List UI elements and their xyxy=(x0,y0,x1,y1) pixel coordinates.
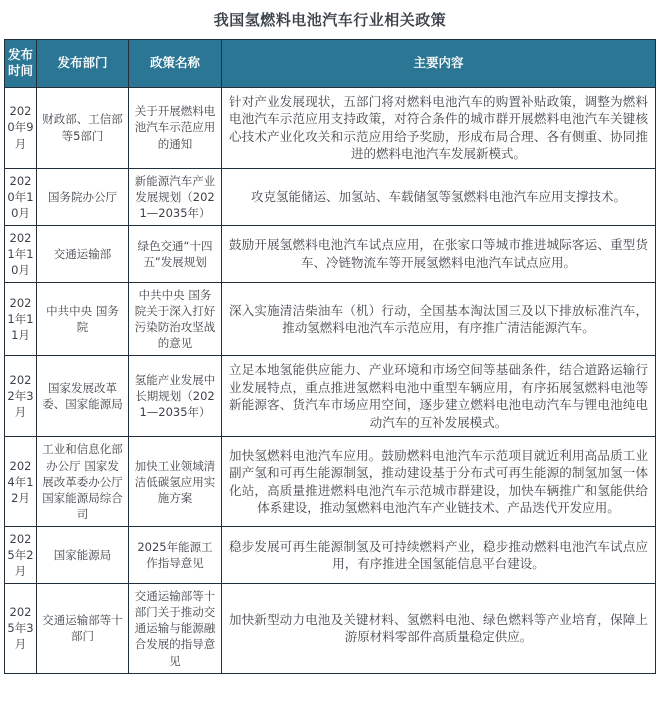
publish-time-cell: 2024年12月 xyxy=(5,437,37,526)
main-content-cell: 加快氢燃料电池汽车应用。鼓励燃料电池汽车示范项目就近利用高品质工业副产氢和可再生能源制氢，推动建设基于分布式可再生能源的制氢加氢一体化站，高质量推进燃料电池汽车示范城市群建设，加快车辆推广和氢能供给体系建设，推动氢燃料电池汽车产业链技术、产品迭代开发应用。 xyxy=(222,437,656,526)
policy-name-cell: 绿色交通“十四五”发展规划 xyxy=(129,225,222,282)
table-row xyxy=(5,87,656,168)
publish-dept-cell: 国家发展改革委、国家能源局 xyxy=(37,356,129,437)
policy-name-cell: 2025年能源工作指导意见 xyxy=(129,526,222,583)
table-row xyxy=(5,225,656,282)
main-content-cell: 针对产业发展现状，五部门将对燃料电池汽车的购置补贴政策，调整为燃料电池汽车示范应用支持政策，对符合条件的城市群开展燃料电池汽车关键核心技术产业化攻关和示范应用给予奖励，形成布局合理、各有侧重、协同推进的燃料电池汽车发展新模式。 xyxy=(222,87,656,168)
policy-name-cell: 加快工业领域清洁低碳氢应用实施方案 xyxy=(129,437,222,526)
table-row xyxy=(5,168,656,225)
publish-dept-cell: 中共中央 国务院 xyxy=(37,283,129,356)
main-content-cell: 加快新型动力电池及关键材料、氢燃料电池、绿色燃料等产业培育，保障上游原材料零部件高质量稳定供应。 xyxy=(222,584,656,673)
main-content-cell: 鼓励开展氢燃料电池汽车试点应用，在张家口等城市推进城际客运、重型货车、冷链物流车等开展氢燃料电池汽车试点应用。 xyxy=(222,225,656,282)
policy-name-cell: 氢能产业发展中长期规划（2021—2035年） xyxy=(129,356,222,437)
publish-dept-cell: 财政部、工信部等5部门 xyxy=(37,87,129,168)
publish-dept-cell: 交通运输部等十部门 xyxy=(37,584,129,673)
publish-time-cell: 2021年10月 xyxy=(5,225,37,282)
header-cell-publish-time: 发布时间 xyxy=(5,40,37,88)
main-content-cell: 深入实施清洁柴油车（机）行动，全国基本淘汰国三及以下排放标准汽车，推动氢燃料电池汽车示范应用，有序推广清洁能源汽车。 xyxy=(222,283,656,356)
page-title: 我国氢燃料电池汽车行业相关政策 xyxy=(213,11,447,29)
policy-table xyxy=(4,39,656,674)
policy-table-body xyxy=(5,87,656,673)
publish-time-cell: 2021年11月 xyxy=(5,283,37,356)
policy-name-cell: 交通运输部等十部门关于推动交通运输与能源融合发展的指导意见 xyxy=(129,584,222,673)
table-header-row xyxy=(5,40,656,88)
table-row xyxy=(5,526,656,583)
header-cell-main-content: 主要内容 xyxy=(222,40,656,88)
table-row xyxy=(5,283,656,356)
publish-dept-cell: 国务院办公厅 xyxy=(37,168,129,225)
publish-time-cell: 2020年9月 xyxy=(5,87,37,168)
publish-time-cell: 2025年3月 xyxy=(5,584,37,673)
policy-name-cell: 中共中央 国务院关于深入打好污染防治攻坚战的意见 xyxy=(129,283,222,356)
publish-dept-cell: 交通运输部 xyxy=(37,225,129,282)
publish-time-cell: 2022年3月 xyxy=(5,356,37,437)
header-cell-policy-name: 政策名称 xyxy=(129,40,222,88)
table-row xyxy=(5,356,656,437)
table-row xyxy=(5,437,656,526)
policy-name-cell: 关于开展燃料电池汽车示范应用的通知 xyxy=(129,87,222,168)
policy-name-cell: 新能源汽车产业发展规划（2021—2035年） xyxy=(129,168,222,225)
publish-dept-cell: 国家能源局 xyxy=(37,526,129,583)
publish-dept-cell: 工业和信息化部办公厅 国家发展改革委办公厅 国家能源局综合司 xyxy=(37,437,129,526)
publish-time-cell: 2025年2月 xyxy=(5,526,37,583)
publish-time-cell: 2020年10月 xyxy=(5,168,37,225)
table-row xyxy=(5,584,656,673)
main-content-cell: 攻克氢能储运、加氢站、车载储氢等氢燃料电池汽车应用支撑技术。 xyxy=(222,168,656,225)
header-cell-publish-dept: 发布部门 xyxy=(37,40,129,88)
main-content-cell: 稳步发展可再生能源制氢及可持续燃料产业，稳步推动燃料电池汽车试点应用，有序推进全国氢能信息平台建设。 xyxy=(222,526,656,583)
main-content-cell: 立足本地氢能供应能力、产业环境和市场空间等基础条件，结合道路运输行业发展特点，重点推进氢燃料电池中重型车辆应用，有序拓展氢燃料电池等新能源客、货汽车市场应用空间，逐步建立燃料电池电动汽车与锂电池纯电动汽车的互补发展模式。 xyxy=(222,356,656,437)
